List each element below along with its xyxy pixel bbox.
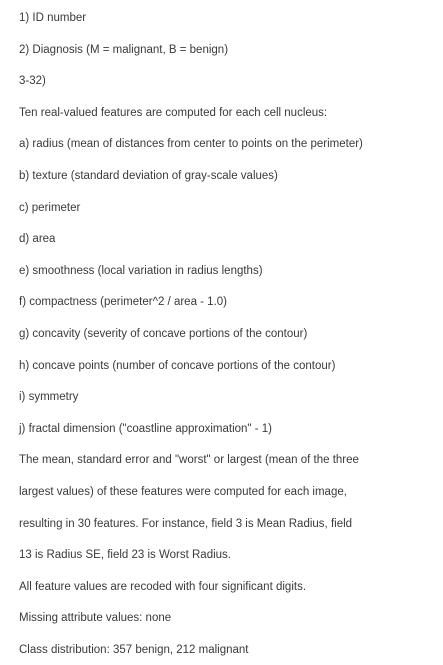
- paragraph-line: largest values) of these features were computed for each image,: [19, 485, 347, 498]
- attribute-id-number: 1) ID number: [19, 12, 87, 24]
- paragraph-line: resulting in 30 features. For instance, field 3 is Mean Radius, field: [19, 517, 353, 530]
- missing-values-note: Missing attribute values: none: [19, 612, 172, 625]
- feature-perimeter: c) perimeter: [19, 201, 81, 214]
- features-intro: Ten real-valued features are computed for each cell nucleus:: [19, 106, 328, 119]
- feature-concave-points: h) concave points (number of concave portions of the contour): [19, 359, 336, 372]
- feature-compactness: f) compactness (perimeter^2 / area - 1.0): [19, 296, 227, 309]
- feature-texture: b) texture (standard deviation of gray-scale values): [19, 169, 278, 182]
- feature-area: d) area: [19, 233, 56, 246]
- precision-note: All feature values are recoded with four significant digits.: [19, 580, 307, 593]
- attribute-diagnosis: 2) Diagnosis (M = malignant, B = benign): [19, 43, 229, 56]
- feature-fractal-dimension: j) fractal dimension ("coastline approximation" - 1): [19, 422, 272, 435]
- feature-symmetry: i) symmetry: [19, 391, 79, 404]
- feature-radius: a) radius (mean of distances from center to points on the perimeter): [19, 138, 363, 151]
- class-distribution-note: Class distribution: 357 benign, 212 malignant: [19, 643, 249, 656]
- paragraph-line: The mean, standard error and "worst" or largest (mean of the three: [19, 454, 359, 467]
- feature-smoothness: e) smoothness (local variation in radius lengths): [19, 264, 263, 277]
- attribute-information-text: [19, 0, 439, 663]
- attribute-range-header: 3-32): [19, 75, 46, 88]
- feature-concavity: g) concavity (severity of concave portions of the contour): [19, 327, 308, 340]
- paragraph-line: 13 is Radius SE, field 23 is Worst Radius.: [19, 549, 231, 562]
